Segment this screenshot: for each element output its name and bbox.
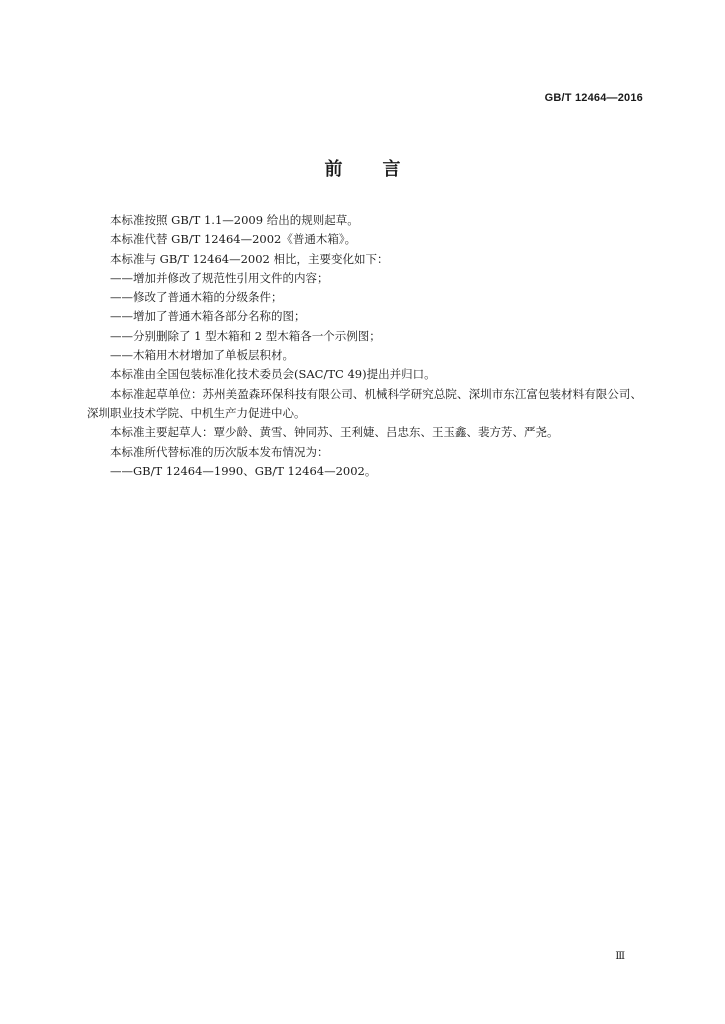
paragraph-proposer: 本标准由全国包装标准化技术委员会(SAC/TC 49)提出并归口。	[110, 367, 436, 382]
previous-versions: ——GB/T 12464—1990、GB/T 12464—2002。	[110, 463, 377, 478]
change-item: ——木箱用木材增加了单板层积材。	[110, 348, 294, 363]
paragraph-drafting-rule: 本标准按照 GB/T 1.1—2009 给出的规则起草。	[110, 213, 359, 227]
change-item: ——增加了普通木箱各部分名称的图；	[110, 309, 306, 324]
paragraph-changes-intro: 本标准与 GB/T 12464—2002 相比，主要变化如下：	[110, 251, 389, 266]
paragraph-history-intro: 本标准所代替标准的历次版本发布情况为：	[110, 444, 329, 459]
paragraph-drafters: 本标准主要起草人：覃少龄、黄雪、钟同苏、王利婕、吕忠东、王玉鑫、裴方芳、严尧。	[110, 425, 559, 440]
change-item: ——增加并修改了规范性引用文件的内容；	[110, 270, 329, 285]
paragraph-drafting-units: 本标准起草单位：苏州美盈森环保科技有限公司、机械科学研究总院、深圳市东江富包装材料有限公司、深圳职业技术学院、中机生产力促进中心。	[87, 386, 642, 420]
page-title: 前言	[324, 159, 441, 180]
foreword-body	[87, 211, 642, 481]
paragraph-replaces: 本标准代替 GB/T 12464—2002《普通木箱》。	[110, 232, 357, 247]
standard-code: GB/T 12464—2016	[544, 92, 643, 104]
change-item: ——分别删除了 1 型木箱和 2 型木箱各一个示例图；	[110, 328, 381, 343]
change-item: ——修改了普通木箱的分级条件；	[110, 290, 283, 305]
page-number: Ⅲ	[615, 951, 625, 962]
